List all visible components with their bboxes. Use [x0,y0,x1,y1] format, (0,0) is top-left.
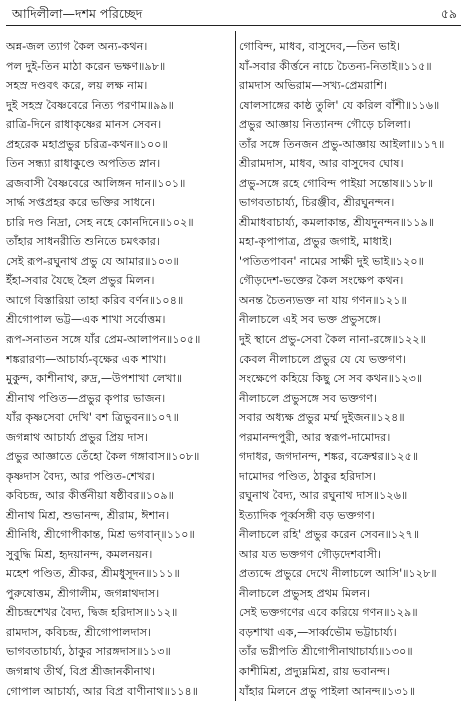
verse-line: চারি দণ্ড নিদ্রা, সেহ নহে কোনদিনে॥১০২॥ [6,215,194,229]
verse-line: কাশীমিশ্র, প্রদ্যুম্নমিশ্র, রায় ভবানন্দ। [239,665,390,678]
verse-line: কেবল নীলাচলে প্রভুর যে যে ভক্তগণ। [239,352,407,366]
verse-line: মহেশ পণ্ডিত, শ্রীকর, শ্রীমধুসূদন॥১১১॥ [6,567,180,581]
verse-line: গদাধর, জগদানন্দ, শঙ্কর, বক্রেশ্বর॥১২৫॥ [239,450,419,464]
verse-line: তাঁর সঙ্গে তিনজন প্রভু-আজ্ঞায় আইলা॥১১৭॥ [239,137,445,151]
verse-line: শ্রীনাথ পণ্ডিত—প্রভুর কৃপার ভাজন। [6,391,166,405]
verse-line: জগন্নাথ তীর্থ, বিপ্র শ্রীজানকীনাথ। [6,665,155,678]
verse-line: যাঁহার মিলনে প্রভু পাইলা আনন্দ॥১৩১॥ [239,684,416,698]
verse-line: সহস্র দণ্ডবৎ করে, লয় লক্ষ নাম। [6,79,148,93]
verse-line: সবার অধ্যক্ষ প্রভুর মর্ম্ম দুইজন॥১২৪॥ [239,411,405,425]
verse-line: সার্দ্ধ সপ্তপ্রহর করে ভক্তির সাধনে। [6,196,156,210]
verse-line: নীলাচলে রহি' প্রভুর করেন সেবন॥১২৭॥ [239,528,420,542]
verse-line: রঘুনাথ বৈদ্য, আর রঘুনাথ দাস॥১২৬॥ [239,489,408,503]
verse-line: অনন্ত চৈতন্যভক্ত না যায় গণন॥১২১॥ [239,293,407,307]
verse-line: শ্রীগোপাল ভট্ট—এক শাখা সর্বোত্তম। [6,313,166,327]
verse-line: রামদাস অভিরাম—সখ্য-প্রেমরাশি। [239,79,388,93]
verse-line: দুই স্থানে প্রভু-সেবা কৈল নানা-রঙ্গে॥১২২॥ [239,332,426,346]
verse-line: প্রভুর আজ্ঞায় নিত্যানন্দ গৌড়ে চলিলা। [239,118,411,132]
verse-line: সংক্ষেপে কহিয়ে কিছু সে সব কথন॥১২৩॥ [239,372,423,386]
verse-line: গোবিন্দ, মাধব, বাসুদেব,—তিন ভাই। [239,40,401,53]
verse-line: নীলাচলে প্রভুসঙ্গে সব ভক্তগণ। [239,391,377,405]
verse-line: অন্ন-জল ত্যাগ কৈল অন্য-কথন। [6,40,148,53]
verse-line: রামদাস, কবিচন্দ্র, শ্রীগোপালদাস। [6,625,152,639]
verse-line: যাঁর কৃষ্ণসেবা দেখি' বশ ত্রিভুবন॥১০৭॥ [6,411,179,425]
verse-line: 'পতিতপাবন' নামের সাক্ষী দুই ভাই॥১২০॥ [239,254,424,268]
page-number: ৫৯ [440,6,457,21]
verse-line: ব্রজবাসী বৈষ্ণবেরে আলিঙ্গন দান॥১০১॥ [6,176,186,190]
verse-line: ইঁহা-সবার যৈছে হৈল প্রভুর মিলন। [6,274,155,288]
left-column [6,37,232,701]
verse-line: প্রভুর আজ্ঞাতে তেঁহো কৈল গঙ্গাবাস॥১০৮॥ [6,450,200,464]
verse-line: রাত্রি-দিনে রাধাকৃষ্ণের মানস সেবন। [6,118,162,132]
header-rule [6,25,461,26]
verse-line: আর যত ভক্তগণ গৌড়দেশবাসী। [239,547,382,561]
verse-line: জগন্নাথ আচার্য্য প্রভুর প্রিয় দাস। [6,430,148,444]
verse-line: কবিচন্দ্র, আর কীর্ত্তনীয়া ষষ্ঠীবর॥১০৯॥ [6,489,174,503]
verse-line: প্রত্যব্দে প্রভুরে দেখে নীলাচলে আসি'॥১২৮॥ [239,567,437,581]
verse-line: শ্রীনাথ মিশ্র, শুভানন্দ, শ্রীরাম, ঈশান। [6,508,170,522]
verse-line: পরমানন্দপুরী, আর স্বরূপ-দামোদর। [239,430,391,444]
verse-line: সেই ভক্তগণের এবে করিয়ে গণন॥১২৯॥ [239,606,418,620]
verse-line: বড়শাখা এক,—সার্ব্বভৌম ভট্টাচার্য্য। [239,625,397,639]
verse-line: শ্রীরামদাস, মাধব, আর বাসুদেব ঘোষ। [239,157,404,171]
verse-line: প্রভু-সঙ্গে রহে গোবিন্দ পাইয়া সন্তোষ॥১১৮॥ [239,176,434,190]
verse-line: তাঁহার সাধনরীতি শুনিতে চমৎকার। [6,235,160,249]
verse-line: পুরুষোত্তম, শ্রীগালীম, জগন্নাথদাস। [6,586,160,600]
verse-line: আগে বিস্তারিয়া তাহা করিব বর্ণন॥১০৪॥ [6,293,184,307]
page-header [6,4,461,26]
verse-line: গৌড়দেশ-ভক্তের কৈল সংক্ষেপ কথন। [239,274,404,288]
verse-line: সেই রূপ-রঘুনাথ প্রভু যে আমার॥১০৩॥ [6,254,179,268]
verse-line: নীলাচলে এই সব ভক্ত প্রভুসঙ্গে। [239,313,381,327]
verse-line: ইত্যাদিক পূর্ব্বসঙ্গী বড় ভক্তগণ। [239,508,375,522]
verse-line: তিন সন্ধ্যা রাধাকুণ্ডে অপতিত স্নান। [6,157,161,171]
verse-line: ভাগবতাচার্য্য, চিরঞ্জীব, শ্রীরঘুনন্দন। [239,196,395,210]
verse-line: শঙ্করারণ্য—আচার্য্য-বৃক্ষের এক শাখা। [6,352,167,366]
verse-line: শ্রীমাধবাচার্য্য, কমলাকান্ত, শ্রীযদুনন্দন॥১১৯॥ [239,215,435,229]
verse-line: তাঁর ভগ্নীপতি শ্রীগোপীনাথাচার্য্য॥১৩০॥ [239,645,413,659]
verse-line: কৃষ্ণদাস বৈদ্য, আর পণ্ডিত-শেখর। [6,469,155,483]
verse-line: মুকুন্দ, কাশীনাথ, রুদ্র,—উপশাখা লেখা॥ [6,372,183,386]
verse-line: সুবুদ্ধি মিশ্র, হৃদয়ানন্দ, কমলনয়ন। [6,547,153,561]
verse-line: দামোদর পণ্ডিত, ঠাকুর হরিদাস। [239,469,376,483]
verse-line: মহা-কৃপাপাত্র, প্রভুর জগাই, মাধাই। [239,235,392,249]
verse-columns [6,37,461,701]
verse-line: ষোলসাঙ্গের কাষ্ঠ তুলি' যে করিল বাঁশী॥১১৬॥ [239,98,440,112]
column-divider [235,31,236,701]
verse-line: শ্রীনিধি, শ্রীগোপীকান্ত, মিশ্র ভগবান্‌॥১১০॥ [6,528,195,542]
verse-line: যাঁ-সবার কীর্ত্তনে নাচে চৈতন্য-নিতাই॥১১৫॥ [239,59,432,73]
verse-line: দুই সহস্র বৈষ্ণবেরে নিত্য পরণাম॥৯৯॥ [6,98,174,112]
chapter-title: আদিলীলা—দশম পরিচ্ছেদ [12,6,143,21]
verse-line: ভাগবতাচার্য্য, ঠাকুর সারঙ্গদাস॥১১৩॥ [6,645,171,659]
right-column [239,37,463,701]
verse-line: রূপ-সনাতন সঙ্গে যাঁর প্রেম-আলাপন॥১০৫॥ [6,332,201,346]
verse-line: নীলাচলে প্রভুসহ প্রথম মিলন। [239,586,371,600]
verse-line: পল দুই-তিন মাঠা করেন ভক্ষণ॥৯৮॥ [6,59,166,73]
verse-line: প্রহরেক মহাপ্রভুর চরিত্র-কথন॥১০০॥ [6,137,168,151]
verse-line: শ্রীচন্দ্রশেখর বৈদ্য, দ্বিজ হরিদাস॥১১২॥ [6,606,178,620]
verse-line: গোপাল আচার্য্য, আর বিপ্র বাণীনাথ॥১১৪॥ [6,684,199,698]
